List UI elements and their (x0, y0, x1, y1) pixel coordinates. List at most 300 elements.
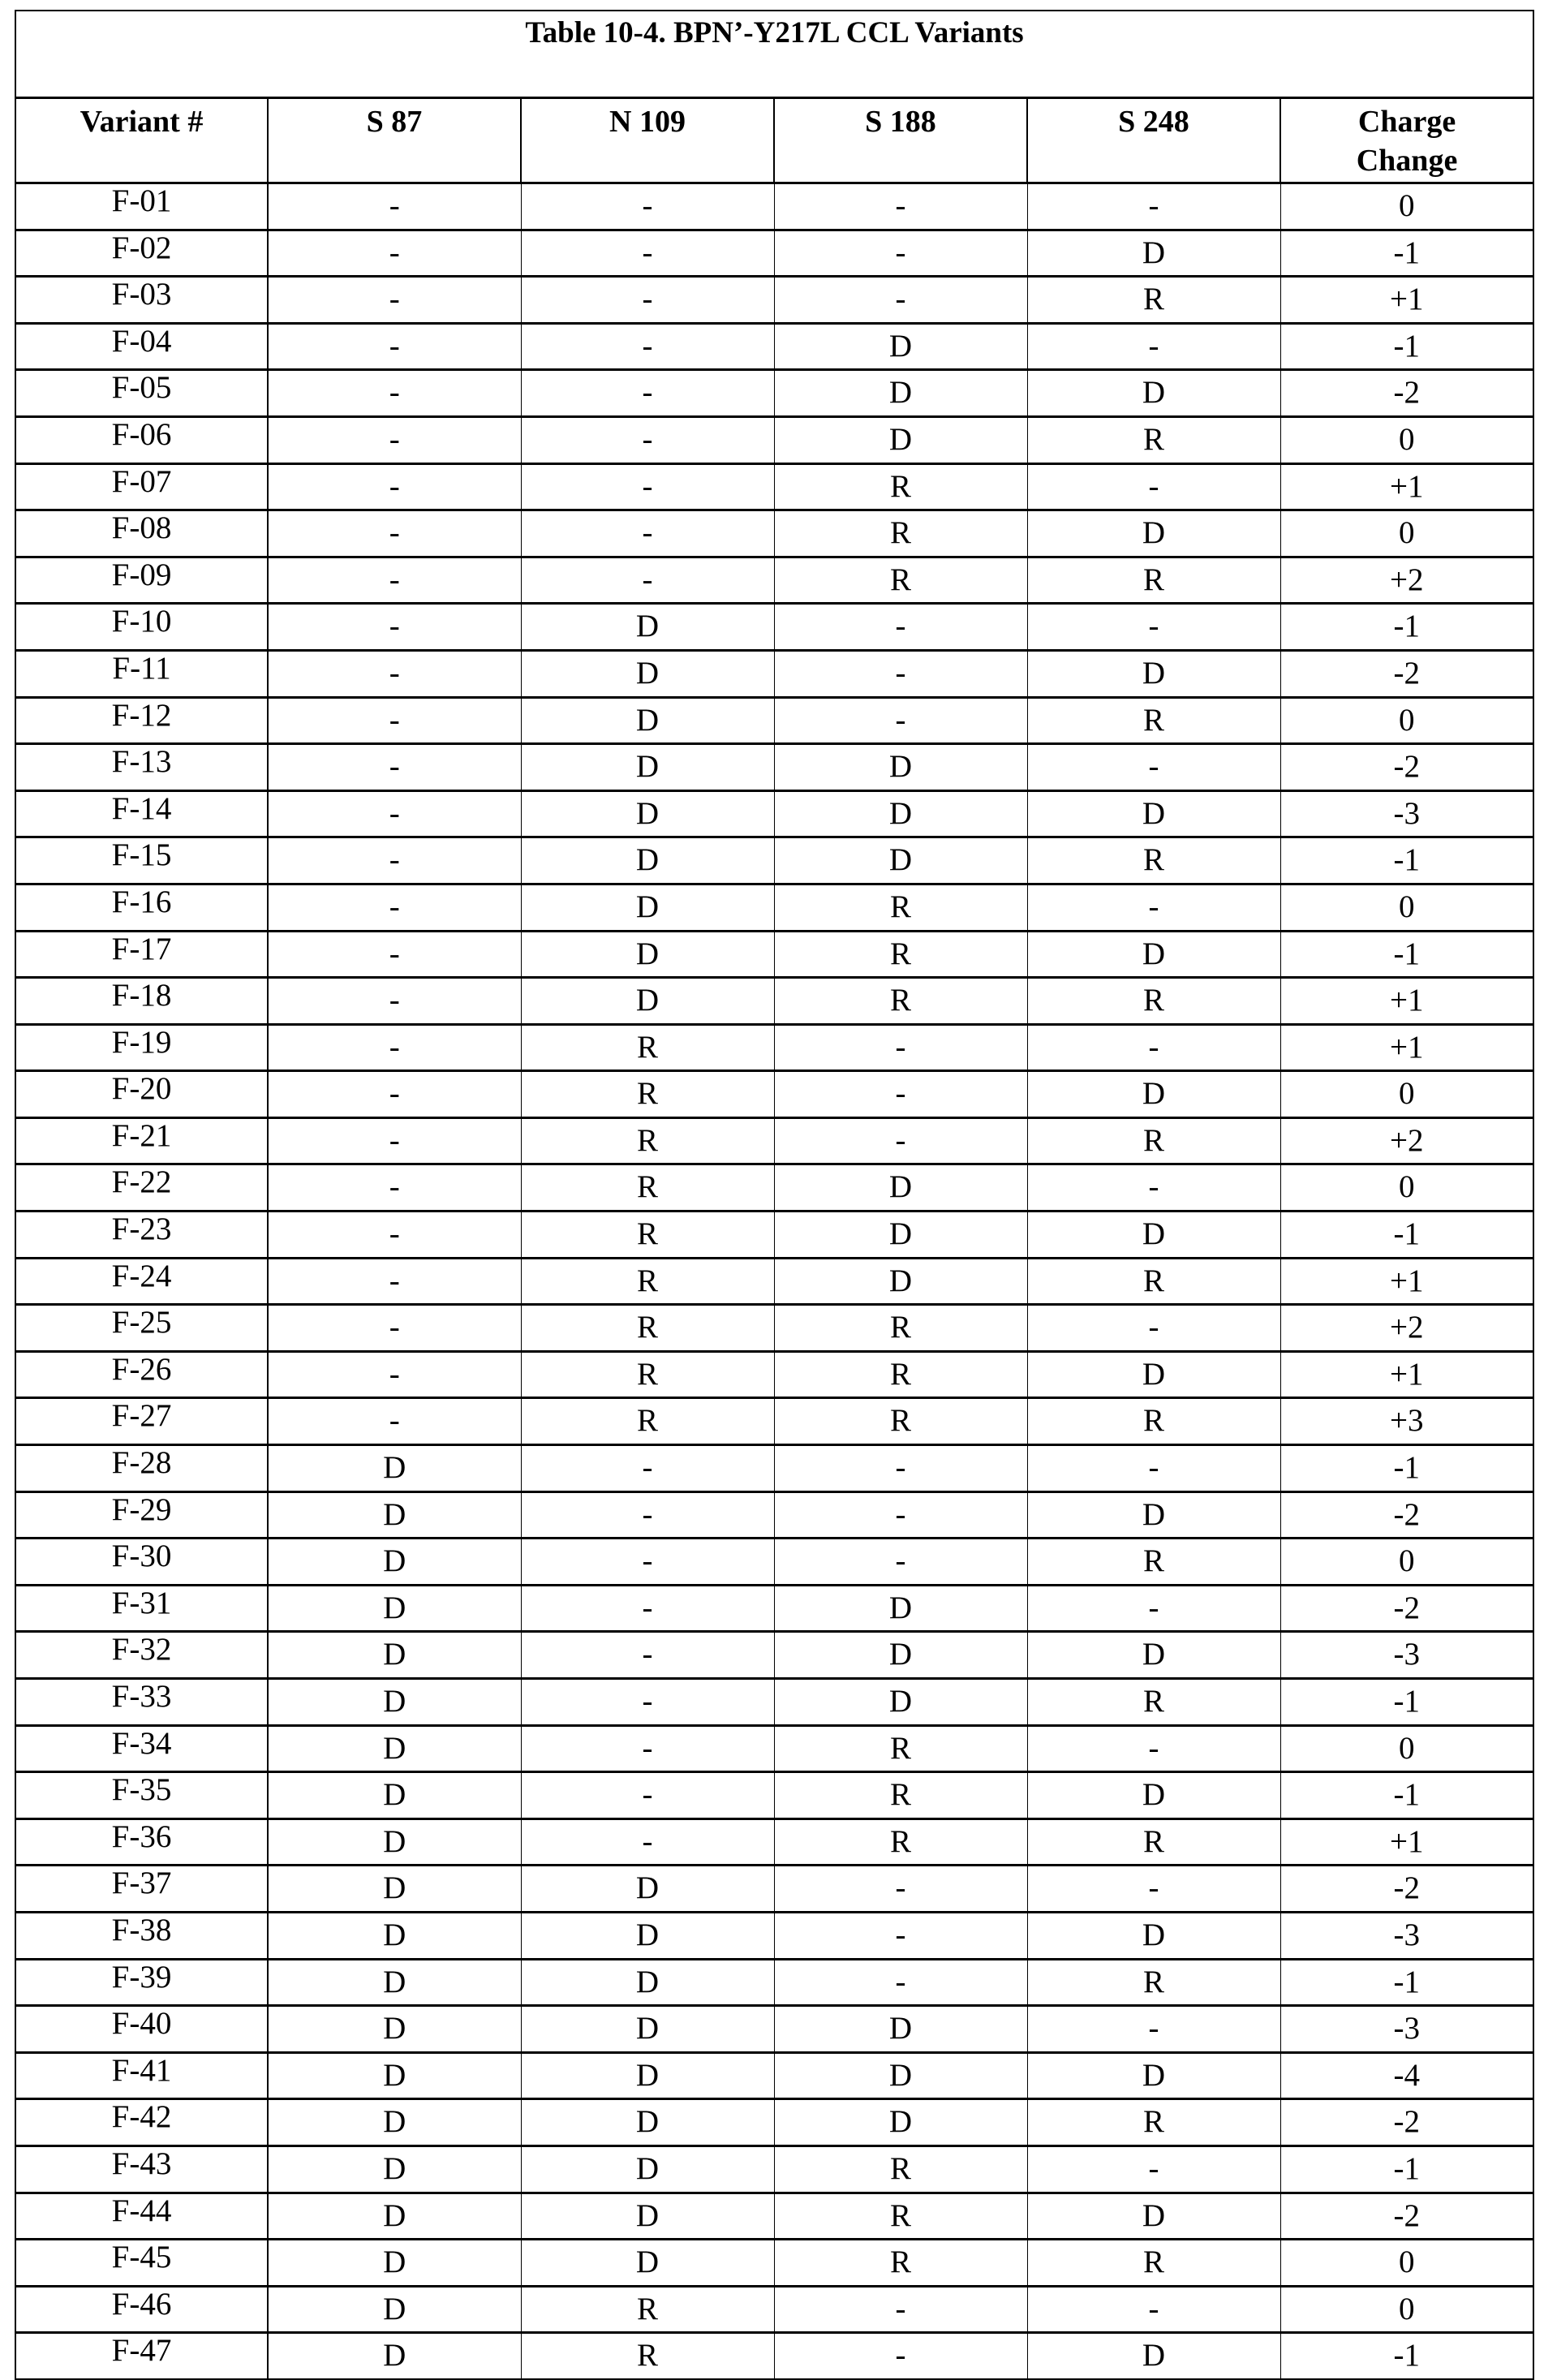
cell-variant: F-17 (15, 931, 268, 978)
cell-s188: - (774, 1959, 1027, 2006)
table-row (15, 1258, 1533, 1305)
cell-charge-change: +1 (1280, 463, 1533, 510)
cell-variant: F-13 (15, 744, 268, 791)
cell-s188: - (774, 2333, 1027, 2379)
cell-variant: F-33 (15, 1679, 268, 1726)
cell-n109: D (521, 1959, 774, 2006)
cell-s248: - (1027, 1305, 1280, 1352)
cell-charge-change: -1 (1280, 2145, 1533, 2193)
cell-s87: - (268, 744, 521, 791)
cell-s87: D (268, 2052, 521, 2099)
table-row (15, 1071, 1533, 1118)
cell-s87: D (268, 2099, 521, 2146)
cell-n109: D (521, 1912, 774, 1959)
cell-charge-change: +2 (1280, 1117, 1533, 1164)
cell-n109: R (521, 1398, 774, 1445)
cell-s248: R (1027, 697, 1280, 744)
cell-n109: - (521, 230, 774, 277)
cell-s188: - (774, 1539, 1027, 1586)
cell-s87: D (268, 2286, 521, 2333)
cell-s248: D (1027, 2052, 1280, 2099)
cell-n109: D (521, 2145, 774, 2193)
cell-s188: D (774, 2006, 1027, 2053)
cell-s188: D (774, 1212, 1027, 1259)
cell-s188: D (774, 837, 1027, 884)
cell-variant: F-06 (15, 416, 268, 463)
cell-s87: D (268, 1445, 521, 1492)
cell-n109: - (521, 1772, 774, 1819)
cell-n109: D (521, 2240, 774, 2287)
cell-n109: - (521, 1679, 774, 1726)
cell-s248: D (1027, 2333, 1280, 2379)
cell-variant: F-01 (15, 183, 268, 230)
cell-s248: - (1027, 1164, 1280, 1212)
cell-s248: R (1027, 2240, 1280, 2287)
table-row (15, 1445, 1533, 1492)
cell-charge-change: -2 (1280, 1585, 1533, 1632)
table-row (15, 1164, 1533, 1212)
cell-charge-change: -1 (1280, 323, 1533, 370)
cell-s248: D (1027, 1772, 1280, 1819)
cell-s87: - (268, 463, 521, 510)
cell-variant: F-07 (15, 463, 268, 510)
cell-charge-change: 0 (1280, 1725, 1533, 1772)
cell-variant: F-47 (15, 2333, 268, 2379)
table-row (15, 510, 1533, 557)
table-row (15, 1539, 1533, 1586)
cell-charge-change: -3 (1280, 2006, 1533, 2053)
cell-n109: D (521, 2193, 774, 2240)
cell-charge-change: +2 (1280, 557, 1533, 604)
cell-s248: R (1027, 1258, 1280, 1305)
cell-s188: R (774, 510, 1027, 557)
cell-s188: D (774, 2099, 1027, 2146)
cell-n109: R (521, 1164, 774, 1212)
cell-s87: D (268, 2006, 521, 2053)
cell-charge-change: -1 (1280, 1679, 1533, 1726)
table-row (15, 463, 1533, 510)
cell-s87: - (268, 650, 521, 697)
table-row (15, 557, 1533, 604)
cell-s87: - (268, 277, 521, 324)
cell-s188: R (774, 1398, 1027, 1445)
cell-s248: D (1027, 230, 1280, 277)
cell-variant: F-44 (15, 2193, 268, 2240)
cell-charge-change: -2 (1280, 1491, 1533, 1539)
table-row (15, 1772, 1533, 1819)
cell-charge-change: +1 (1280, 1258, 1533, 1305)
table-row (15, 1398, 1533, 1445)
cell-s248: D (1027, 370, 1280, 417)
table-row (15, 2052, 1533, 2099)
table-row (15, 1866, 1533, 1913)
cell-variant: F-15 (15, 837, 268, 884)
cell-charge-change: 0 (1280, 510, 1533, 557)
cell-variant: F-39 (15, 1959, 268, 2006)
table-row (15, 978, 1533, 1025)
cell-n109: - (521, 1725, 774, 1772)
cell-n109: - (521, 183, 774, 230)
cell-charge-change: 0 (1280, 697, 1533, 744)
cell-s87: - (268, 510, 521, 557)
table-row (15, 2006, 1533, 2053)
cell-n109: - (521, 416, 774, 463)
cell-s248: R (1027, 1959, 1280, 2006)
cell-variant: F-09 (15, 557, 268, 604)
cell-variant: F-23 (15, 1212, 268, 1259)
cell-s87: D (268, 1772, 521, 1819)
cell-s87: D (268, 2333, 521, 2379)
cell-variant: F-43 (15, 2145, 268, 2193)
cell-charge-change: -1 (1280, 230, 1533, 277)
cell-variant: F-18 (15, 978, 268, 1025)
table-row (15, 1632, 1533, 1679)
table-title: Table 10-4. BPN’-Y217L CCL Variants (15, 11, 1533, 98)
cell-variant: F-38 (15, 1912, 268, 1959)
cell-s188: - (774, 1024, 1027, 1071)
cell-s87: - (268, 1071, 521, 1118)
table-row (15, 230, 1533, 277)
header-charge-change (1280, 98, 1533, 183)
cell-s248: D (1027, 2193, 1280, 2240)
cell-variant: F-12 (15, 697, 268, 744)
cell-s248: - (1027, 744, 1280, 791)
cell-charge-change: -1 (1280, 604, 1533, 651)
cell-n109: R (521, 1305, 774, 1352)
cell-charge-change: -2 (1280, 370, 1533, 417)
cell-variant: F-45 (15, 2240, 268, 2287)
cell-s87: D (268, 1818, 521, 1866)
table-row (15, 744, 1533, 791)
cell-charge-change: 0 (1280, 416, 1533, 463)
cell-variant: F-16 (15, 884, 268, 931)
header-n109: N 109 (521, 98, 774, 183)
cell-s87: - (268, 790, 521, 837)
cell-variant: F-34 (15, 1725, 268, 1772)
cell-s248: D (1027, 1071, 1280, 1118)
cell-variant: F-11 (15, 650, 268, 697)
cell-s87: D (268, 1959, 521, 2006)
cell-charge-change: 0 (1280, 1539, 1533, 1586)
table-row (15, 1024, 1533, 1071)
cell-n109: D (521, 931, 774, 978)
cell-s188: R (774, 1725, 1027, 1772)
cell-variant: F-42 (15, 2099, 268, 2146)
cell-s188: D (774, 790, 1027, 837)
cell-charge-change: -2 (1280, 2099, 1533, 2146)
cell-variant: F-20 (15, 1071, 268, 1118)
cell-s188: R (774, 2193, 1027, 2240)
table-row (15, 323, 1533, 370)
table-row (15, 2333, 1533, 2379)
table-row (15, 1351, 1533, 1398)
cell-n109: D (521, 884, 774, 931)
cell-s87: D (268, 1866, 521, 1913)
table-row (15, 2099, 1533, 2146)
cell-s188: D (774, 370, 1027, 417)
cell-variant: F-08 (15, 510, 268, 557)
cell-s188: - (774, 1117, 1027, 1164)
cell-s87: - (268, 1305, 521, 1352)
cell-n109: - (521, 1491, 774, 1539)
cell-s188: - (774, 1445, 1027, 1492)
cell-charge-change: -1 (1280, 837, 1533, 884)
cell-s188: D (774, 1632, 1027, 1679)
table-row (15, 370, 1533, 417)
cell-s248: D (1027, 790, 1280, 837)
cell-n109: - (521, 557, 774, 604)
cell-s248: - (1027, 1725, 1280, 1772)
header-s87: S 87 (268, 98, 521, 183)
table-row (15, 837, 1533, 884)
table-row (15, 1212, 1533, 1259)
cell-n109: - (521, 1632, 774, 1679)
cell-s248: D (1027, 1212, 1280, 1259)
cell-n109: D (521, 2006, 774, 2053)
cell-s87: - (268, 370, 521, 417)
cell-n109: D (521, 790, 774, 837)
cell-charge-change: 0 (1280, 1071, 1533, 1118)
cell-n109: D (521, 1866, 774, 1913)
cell-n109: - (521, 1585, 774, 1632)
cell-s188: - (774, 1866, 1027, 1913)
cell-variant: F-24 (15, 1258, 268, 1305)
table-row (15, 1491, 1533, 1539)
cell-n109: R (521, 1071, 774, 1118)
cell-s188: R (774, 978, 1027, 1025)
cell-n109: - (521, 370, 774, 417)
cell-s188: D (774, 1585, 1027, 1632)
cell-s87: D (268, 1585, 521, 1632)
cell-s188: R (774, 463, 1027, 510)
cell-s248: - (1027, 463, 1280, 510)
cell-n109: - (521, 510, 774, 557)
header-row (15, 98, 1533, 183)
cell-charge-change: -4 (1280, 2052, 1533, 2099)
cell-s188: - (774, 1912, 1027, 1959)
cell-s248: R (1027, 2099, 1280, 2146)
cell-n109: R (521, 1351, 774, 1398)
cell-variant: F-10 (15, 604, 268, 651)
cell-variant: F-26 (15, 1351, 268, 1398)
cell-charge-change: -1 (1280, 931, 1533, 978)
cell-s188: - (774, 1071, 1027, 1118)
cell-s248: - (1027, 2145, 1280, 2193)
cell-n109: D (521, 744, 774, 791)
cell-s188: - (774, 230, 1027, 277)
cell-charge-change: -3 (1280, 790, 1533, 837)
cell-variant: F-05 (15, 370, 268, 417)
cell-s188: R (774, 557, 1027, 604)
cell-charge-change: 0 (1280, 183, 1533, 230)
cell-s188: D (774, 323, 1027, 370)
cell-charge-change: -1 (1280, 2333, 1533, 2379)
table-row (15, 1585, 1533, 1632)
cell-charge-change: -1 (1280, 1445, 1533, 1492)
header-s248: S 248 (1027, 98, 1280, 183)
cell-s248: R (1027, 837, 1280, 884)
cell-n109: R (521, 1258, 774, 1305)
cell-s188: - (774, 1491, 1027, 1539)
cell-variant: F-28 (15, 1445, 268, 1492)
cell-s248: D (1027, 1912, 1280, 1959)
cell-s87: - (268, 978, 521, 1025)
cell-s188: R (774, 2240, 1027, 2287)
cell-s248: D (1027, 650, 1280, 697)
cell-n109: R (521, 2333, 774, 2379)
cell-s248: D (1027, 1632, 1280, 1679)
cell-n109: R (521, 1024, 774, 1071)
cell-s248: D (1027, 1351, 1280, 1398)
cell-n109: D (521, 697, 774, 744)
cell-s87: - (268, 604, 521, 651)
cell-s188: - (774, 650, 1027, 697)
cell-s188: - (774, 2286, 1027, 2333)
cell-variant: F-41 (15, 2052, 268, 2099)
table-row (15, 697, 1533, 744)
table-row (15, 604, 1533, 651)
cell-s188: R (774, 1351, 1027, 1398)
cell-s87: - (268, 557, 521, 604)
table-row (15, 1679, 1533, 1726)
header-charge-line1: Charge (1357, 105, 1456, 139)
cell-s87: - (268, 884, 521, 931)
cell-s87: - (268, 1164, 521, 1212)
cell-n109: R (521, 2286, 774, 2333)
cell-s87: - (268, 1398, 521, 1445)
cell-n109: - (521, 463, 774, 510)
table-body (15, 183, 1533, 2379)
cell-s188: D (774, 1258, 1027, 1305)
cell-s188: R (774, 2145, 1027, 2193)
cell-n109: D (521, 650, 774, 697)
cell-s87: D (268, 1632, 521, 1679)
cell-s188: D (774, 744, 1027, 791)
cell-variant: F-32 (15, 1632, 268, 1679)
cell-charge-change: -3 (1280, 1912, 1533, 1959)
cell-s248: D (1027, 510, 1280, 557)
table-row (15, 790, 1533, 837)
cell-s248: - (1027, 604, 1280, 651)
cell-variant: F-21 (15, 1117, 268, 1164)
cell-charge-change: -2 (1280, 1866, 1533, 1913)
cell-n109: D (521, 2099, 774, 2146)
cell-s248: - (1027, 1866, 1280, 1913)
cell-charge-change: -1 (1280, 1959, 1533, 2006)
cell-variant: F-30 (15, 1539, 268, 1586)
cell-s188: D (774, 1164, 1027, 1212)
table-row (15, 183, 1533, 230)
cell-s87: D (268, 2145, 521, 2193)
cell-s87: - (268, 931, 521, 978)
cell-s188: - (774, 604, 1027, 651)
cell-n109: - (521, 1539, 774, 1586)
cell-n109: - (521, 1818, 774, 1866)
cell-charge-change: 0 (1280, 1164, 1533, 1212)
cell-charge-change: 0 (1280, 2286, 1533, 2333)
cell-variant: F-29 (15, 1491, 268, 1539)
cell-s248: R (1027, 1539, 1280, 1586)
cell-charge-change: +1 (1280, 978, 1533, 1025)
cell-s87: - (268, 416, 521, 463)
cell-s188: D (774, 2052, 1027, 2099)
cell-s248: R (1027, 1818, 1280, 1866)
cell-s87: D (268, 2193, 521, 2240)
cell-s248: - (1027, 323, 1280, 370)
cell-s248: R (1027, 416, 1280, 463)
cell-variant: F-27 (15, 1398, 268, 1445)
cell-s87: - (268, 1212, 521, 1259)
cell-s87: - (268, 1024, 521, 1071)
cell-variant: F-22 (15, 1164, 268, 1212)
cell-charge-change: -2 (1280, 2193, 1533, 2240)
table-row (15, 650, 1533, 697)
table-row (15, 2286, 1533, 2333)
cell-s248: - (1027, 884, 1280, 931)
cell-charge-change: 0 (1280, 2240, 1533, 2287)
cell-s248: R (1027, 978, 1280, 1025)
cell-charge-change: -1 (1280, 1772, 1533, 1819)
table-row (15, 1818, 1533, 1866)
cell-s87: - (268, 837, 521, 884)
cell-s87: D (268, 1539, 521, 1586)
cell-charge-change: 0 (1280, 884, 1533, 931)
cell-s188: D (774, 416, 1027, 463)
cell-s87: - (268, 323, 521, 370)
cell-s248: - (1027, 1024, 1280, 1071)
cell-s248: R (1027, 277, 1280, 324)
cell-s87: - (268, 697, 521, 744)
title-row (15, 11, 1533, 98)
cell-n109: D (521, 978, 774, 1025)
cell-s248: R (1027, 557, 1280, 604)
cell-s248: - (1027, 2006, 1280, 2053)
cell-s87: - (268, 183, 521, 230)
cell-variant: F-02 (15, 230, 268, 277)
cell-s248: - (1027, 1585, 1280, 1632)
cell-s188: R (774, 1305, 1027, 1352)
table-row (15, 1912, 1533, 1959)
cell-charge-change: -1 (1280, 1212, 1533, 1259)
cell-s188: - (774, 277, 1027, 324)
cell-s87: D (268, 1679, 521, 1726)
cell-charge-change: -2 (1280, 650, 1533, 697)
cell-variant: F-03 (15, 277, 268, 324)
cell-variant: F-35 (15, 1772, 268, 1819)
cell-s188: - (774, 183, 1027, 230)
table-row (15, 1305, 1533, 1352)
cell-s87: D (268, 1491, 521, 1539)
table-row (15, 884, 1533, 931)
cell-s188: R (774, 1818, 1027, 1866)
table-row (15, 416, 1533, 463)
cell-charge-change: -2 (1280, 744, 1533, 791)
cell-charge-change: +3 (1280, 1398, 1533, 1445)
cell-n109: R (521, 1117, 774, 1164)
cell-charge-change: +1 (1280, 1024, 1533, 1071)
variants-table-container (15, 10, 1532, 2380)
cell-n109: R (521, 1212, 774, 1259)
cell-s87: - (268, 1351, 521, 1398)
table-row (15, 1725, 1533, 1772)
cell-charge-change: +1 (1280, 277, 1533, 324)
cell-s188: R (774, 1772, 1027, 1819)
cell-s188: D (774, 1679, 1027, 1726)
cell-n109: - (521, 1445, 774, 1492)
cell-n109: - (521, 323, 774, 370)
cell-variant: F-04 (15, 323, 268, 370)
table-row (15, 2193, 1533, 2240)
